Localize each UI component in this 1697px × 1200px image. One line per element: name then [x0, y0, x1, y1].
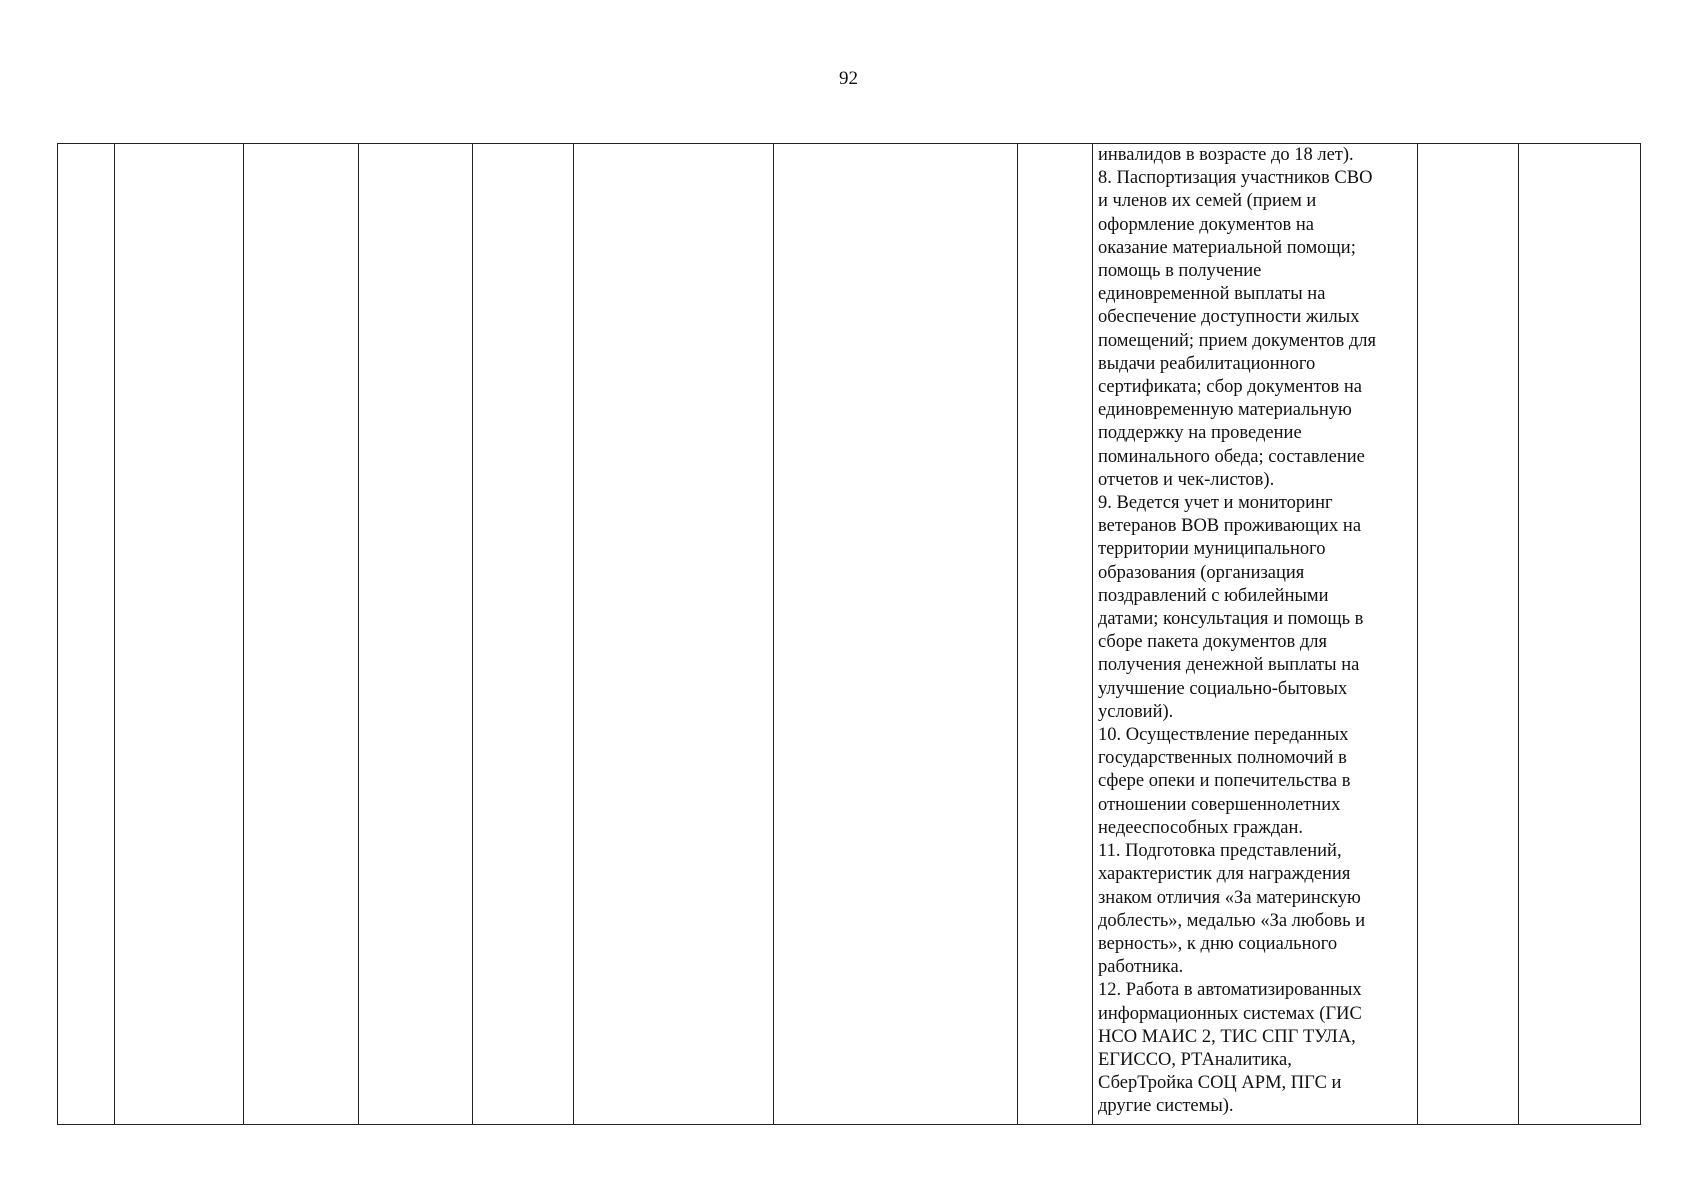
table-cell-8	[1018, 144, 1093, 1125]
text-line: 9. Ведется учет и мониторинг	[1098, 493, 1333, 514]
text-line: помощь в получение	[1098, 261, 1262, 282]
text-line: отчетов и чек-листов).	[1098, 469, 1275, 490]
text-line: недееспособных граждан.	[1098, 817, 1304, 838]
table-cell-7	[774, 144, 1018, 1125]
text-line: территории муниципального	[1098, 539, 1326, 560]
text-line: помещений; прием документов для	[1098, 330, 1377, 351]
text-line: НСО МАИС 2, ТИС СПГ ТУЛА,	[1098, 1026, 1356, 1047]
text-line: условий).	[1098, 701, 1174, 722]
text-line: обеспечение доступности жилых	[1098, 307, 1360, 328]
text-line: поддержку на проведение	[1098, 423, 1302, 444]
table-cell-10	[1418, 144, 1519, 1125]
page-number: 92	[839, 68, 858, 89]
table-cell-4	[359, 144, 473, 1125]
text-line: информационных системах (ГИС	[1098, 1003, 1362, 1024]
text-line: образования (организация	[1098, 562, 1305, 583]
table-cell-3	[244, 144, 359, 1125]
text-line: единовременную материальную	[1098, 400, 1352, 421]
text-line: СберТройка СОЦ АРМ, ПГС и	[1098, 1073, 1342, 1094]
text-line: оказание материальной помощи;	[1098, 237, 1356, 258]
text-line: 8. Паспортизация участников СВО	[1098, 168, 1373, 189]
text-line: датами; консультация и помощь в	[1098, 609, 1364, 630]
text-line: сборе пакета документов для	[1098, 632, 1328, 653]
text-line: 12. Работа в автоматизированных	[1098, 980, 1362, 1001]
text-line: знаком отличия «За материнскую	[1098, 887, 1361, 908]
activities-text	[1093, 144, 1417, 1119]
text-line: 11. Подготовка представлений,	[1098, 841, 1342, 862]
text-line: другие системы).	[1098, 1096, 1234, 1117]
table-cell-11	[1519, 144, 1641, 1125]
text-line: сертификата; сбор документов на	[1098, 377, 1363, 398]
text-line: выдачи реабилитационного	[1098, 353, 1316, 374]
text-line: ЕГИССО, РТАналитика,	[1098, 1049, 1292, 1070]
text-line: оформление документов на	[1098, 214, 1315, 235]
text-line: инвалидов в возрасте до 18 лет).	[1098, 145, 1354, 165]
text-line: верность», к дню социального	[1098, 933, 1338, 954]
text-line: поминального обеда; составление	[1098, 446, 1365, 467]
text-line: 10. Осуществление переданных	[1098, 725, 1349, 746]
text-line: улучшение социально-бытовых	[1098, 678, 1348, 699]
text-line: отношении совершеннолетних	[1098, 794, 1341, 815]
table-cell-5	[473, 144, 574, 1125]
text-line: работника.	[1098, 957, 1184, 978]
table-cell-activities	[1093, 144, 1418, 1125]
text-line: и членов их семей (прием и	[1098, 191, 1317, 212]
text-line: сфере опеки и попечительства в	[1098, 771, 1351, 792]
text-line: характеристик для награждения	[1098, 864, 1351, 885]
table-cell-2	[115, 144, 244, 1125]
text-line: поздравлений с юбилейными	[1098, 585, 1329, 606]
table-cell-1	[58, 144, 115, 1125]
text-line: единовременной выплаты на	[1098, 284, 1326, 305]
text-line: доблесть», медалью «За любовь и	[1098, 910, 1366, 931]
table-cell-6	[574, 144, 774, 1125]
text-line: ветеранов ВОВ проживающих на	[1098, 516, 1362, 537]
document-table	[57, 143, 1641, 1125]
text-line: государственных полномочий в	[1098, 748, 1347, 769]
table-row	[58, 144, 1641, 1125]
text-line: получения денежной выплаты на	[1098, 655, 1360, 676]
